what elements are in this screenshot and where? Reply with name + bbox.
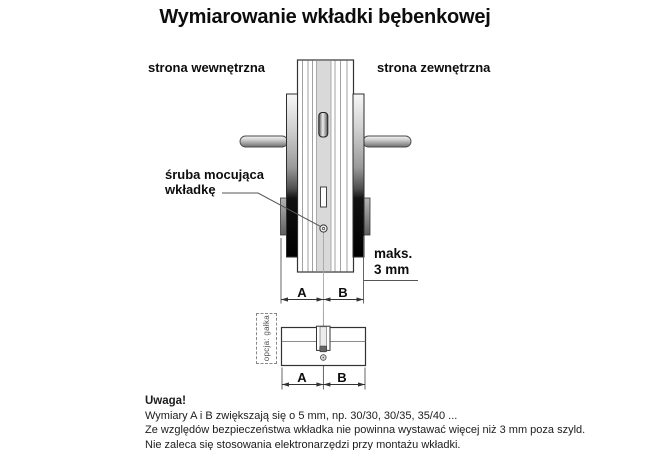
- dim-arrow: [358, 382, 365, 386]
- dim-arrow: [317, 297, 324, 301]
- dimension-a-label-bottom: A: [297, 370, 307, 385]
- dim-arrow: [281, 297, 288, 301]
- dimension-a-label-top: A: [297, 285, 307, 300]
- note-line: Wymiary A i B zwiększają się o 5 mm, np. 30/30, 30/35, 35/40 ...: [145, 409, 458, 422]
- fixing-screw: [320, 225, 327, 232]
- cam: [320, 346, 327, 352]
- note-line: Nie zaleca się stosowania elektronarzędzi przy montażu wkładki.: [145, 438, 461, 450]
- max-protrusion-line2: 3 mm: [374, 261, 410, 277]
- max-protrusion-line1: maks.: [374, 246, 413, 261]
- escutcheon-plate-inner: [287, 94, 298, 257]
- dimension-b-label-bottom: B: [337, 370, 347, 385]
- knob-option-label: opcja: gałka: [262, 315, 271, 362]
- fixing-screw-label-line1: śruba mocująca: [165, 167, 264, 182]
- dim-arrow: [316, 382, 323, 386]
- fixing-screw-label: [165, 167, 264, 197]
- max-protrusion-label: [374, 246, 412, 277]
- notes-heading: Uwaga!: [145, 395, 186, 407]
- outer-side-label: strona zewnętrzna: [377, 60, 491, 75]
- dim-arrow: [282, 382, 289, 386]
- notes-block: [145, 394, 585, 450]
- dimension-b-label-top: B: [338, 285, 348, 300]
- cylinder-screw-dot: [323, 357, 325, 359]
- outer-handle: [363, 136, 411, 147]
- knob-option-box: [256, 313, 277, 364]
- fixing-screw-label-line2: wkładkę: [165, 182, 216, 197]
- dim-arrow: [324, 297, 331, 301]
- page-title: Wymiarowanie wkładki bębenkowej: [159, 6, 491, 28]
- escutcheon-plate-outer: [353, 94, 364, 257]
- inner-handle: [240, 136, 288, 147]
- lock-bolt-detail: [321, 187, 327, 207]
- dim-arrow: [357, 297, 364, 301]
- handle-spindle: [319, 113, 328, 138]
- note-line: Ze względów bezpieczeństwa wkładka nie powinna wystawać więcej niż 3 mm poza szyld.: [145, 424, 586, 436]
- inner-side-label: strona wewnętrzna: [148, 60, 266, 75]
- dim-arrow: [323, 382, 330, 386]
